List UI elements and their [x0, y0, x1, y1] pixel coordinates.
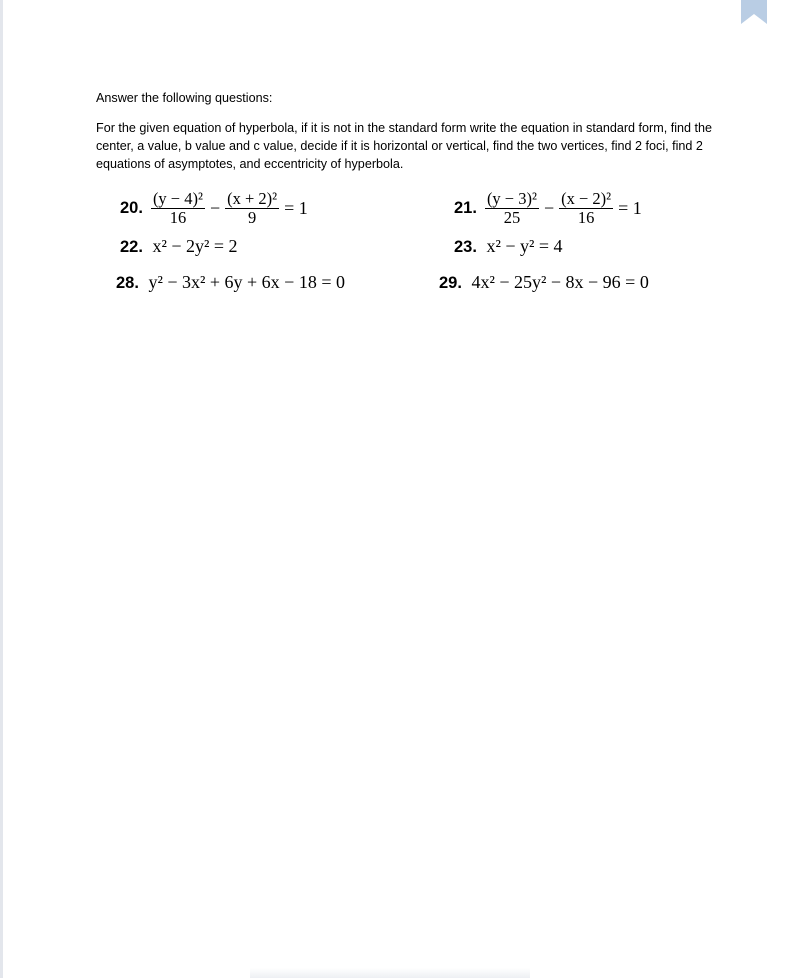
page-edge — [0, 0, 3, 978]
problem-number: 21. — [454, 199, 477, 217]
problem-number: 23. — [454, 238, 477, 256]
numerator: (y − 4)² — [152, 189, 203, 208]
problem-29 — [439, 272, 649, 293]
equation: y² − 3x² + 6y + 6x − 18 = 0 — [148, 272, 345, 292]
equation: 4x² − 25y² − 8x − 96 = 0 — [471, 272, 649, 292]
denominator: 16 — [151, 208, 205, 227]
equals-rhs: = 1 — [618, 198, 642, 218]
denominator: 25 — [485, 208, 539, 227]
problem-22 — [120, 236, 238, 257]
denominator: 9 — [225, 208, 279, 227]
problem-28 — [116, 272, 345, 293]
fraction — [225, 190, 279, 227]
minus-sign: − — [209, 198, 221, 218]
equation: x² − y² = 4 — [486, 236, 563, 256]
numerator: (x + 2)² — [227, 189, 278, 208]
bookmark-icon[interactable] — [741, 0, 767, 24]
problem-21 — [454, 190, 644, 227]
fraction — [151, 190, 205, 227]
denominator: 16 — [559, 208, 613, 227]
page-bottom-shadow — [250, 968, 530, 978]
equals-rhs: = 1 — [284, 198, 308, 218]
minus-sign: − — [543, 198, 555, 218]
instructions-body: For the given equation of hyperbola, if it is not in the standard form write the equation in standard form, find the center, a value, b value and c value, decide if it is horizontal or vertical, find the two vertices, find 2 foci, find 2 equations of asymptotes, and eccentricity of hyperbola. — [96, 121, 713, 171]
fraction — [485, 190, 539, 227]
problem-number: 22. — [120, 238, 143, 256]
numerator: (y − 3)² — [486, 189, 537, 208]
problem-number: 28. — [116, 274, 139, 292]
problem-number: 20. — [120, 199, 143, 217]
fraction — [559, 190, 613, 227]
instructions — [96, 89, 716, 173]
problem-number: 29. — [439, 274, 462, 292]
problem-23 — [454, 236, 563, 257]
numerator: (x − 2)² — [561, 189, 612, 208]
problem-20 — [120, 190, 310, 227]
instructions-intro: Answer the following questions: — [96, 91, 273, 105]
equation: x² − 2y² = 2 — [152, 236, 238, 256]
